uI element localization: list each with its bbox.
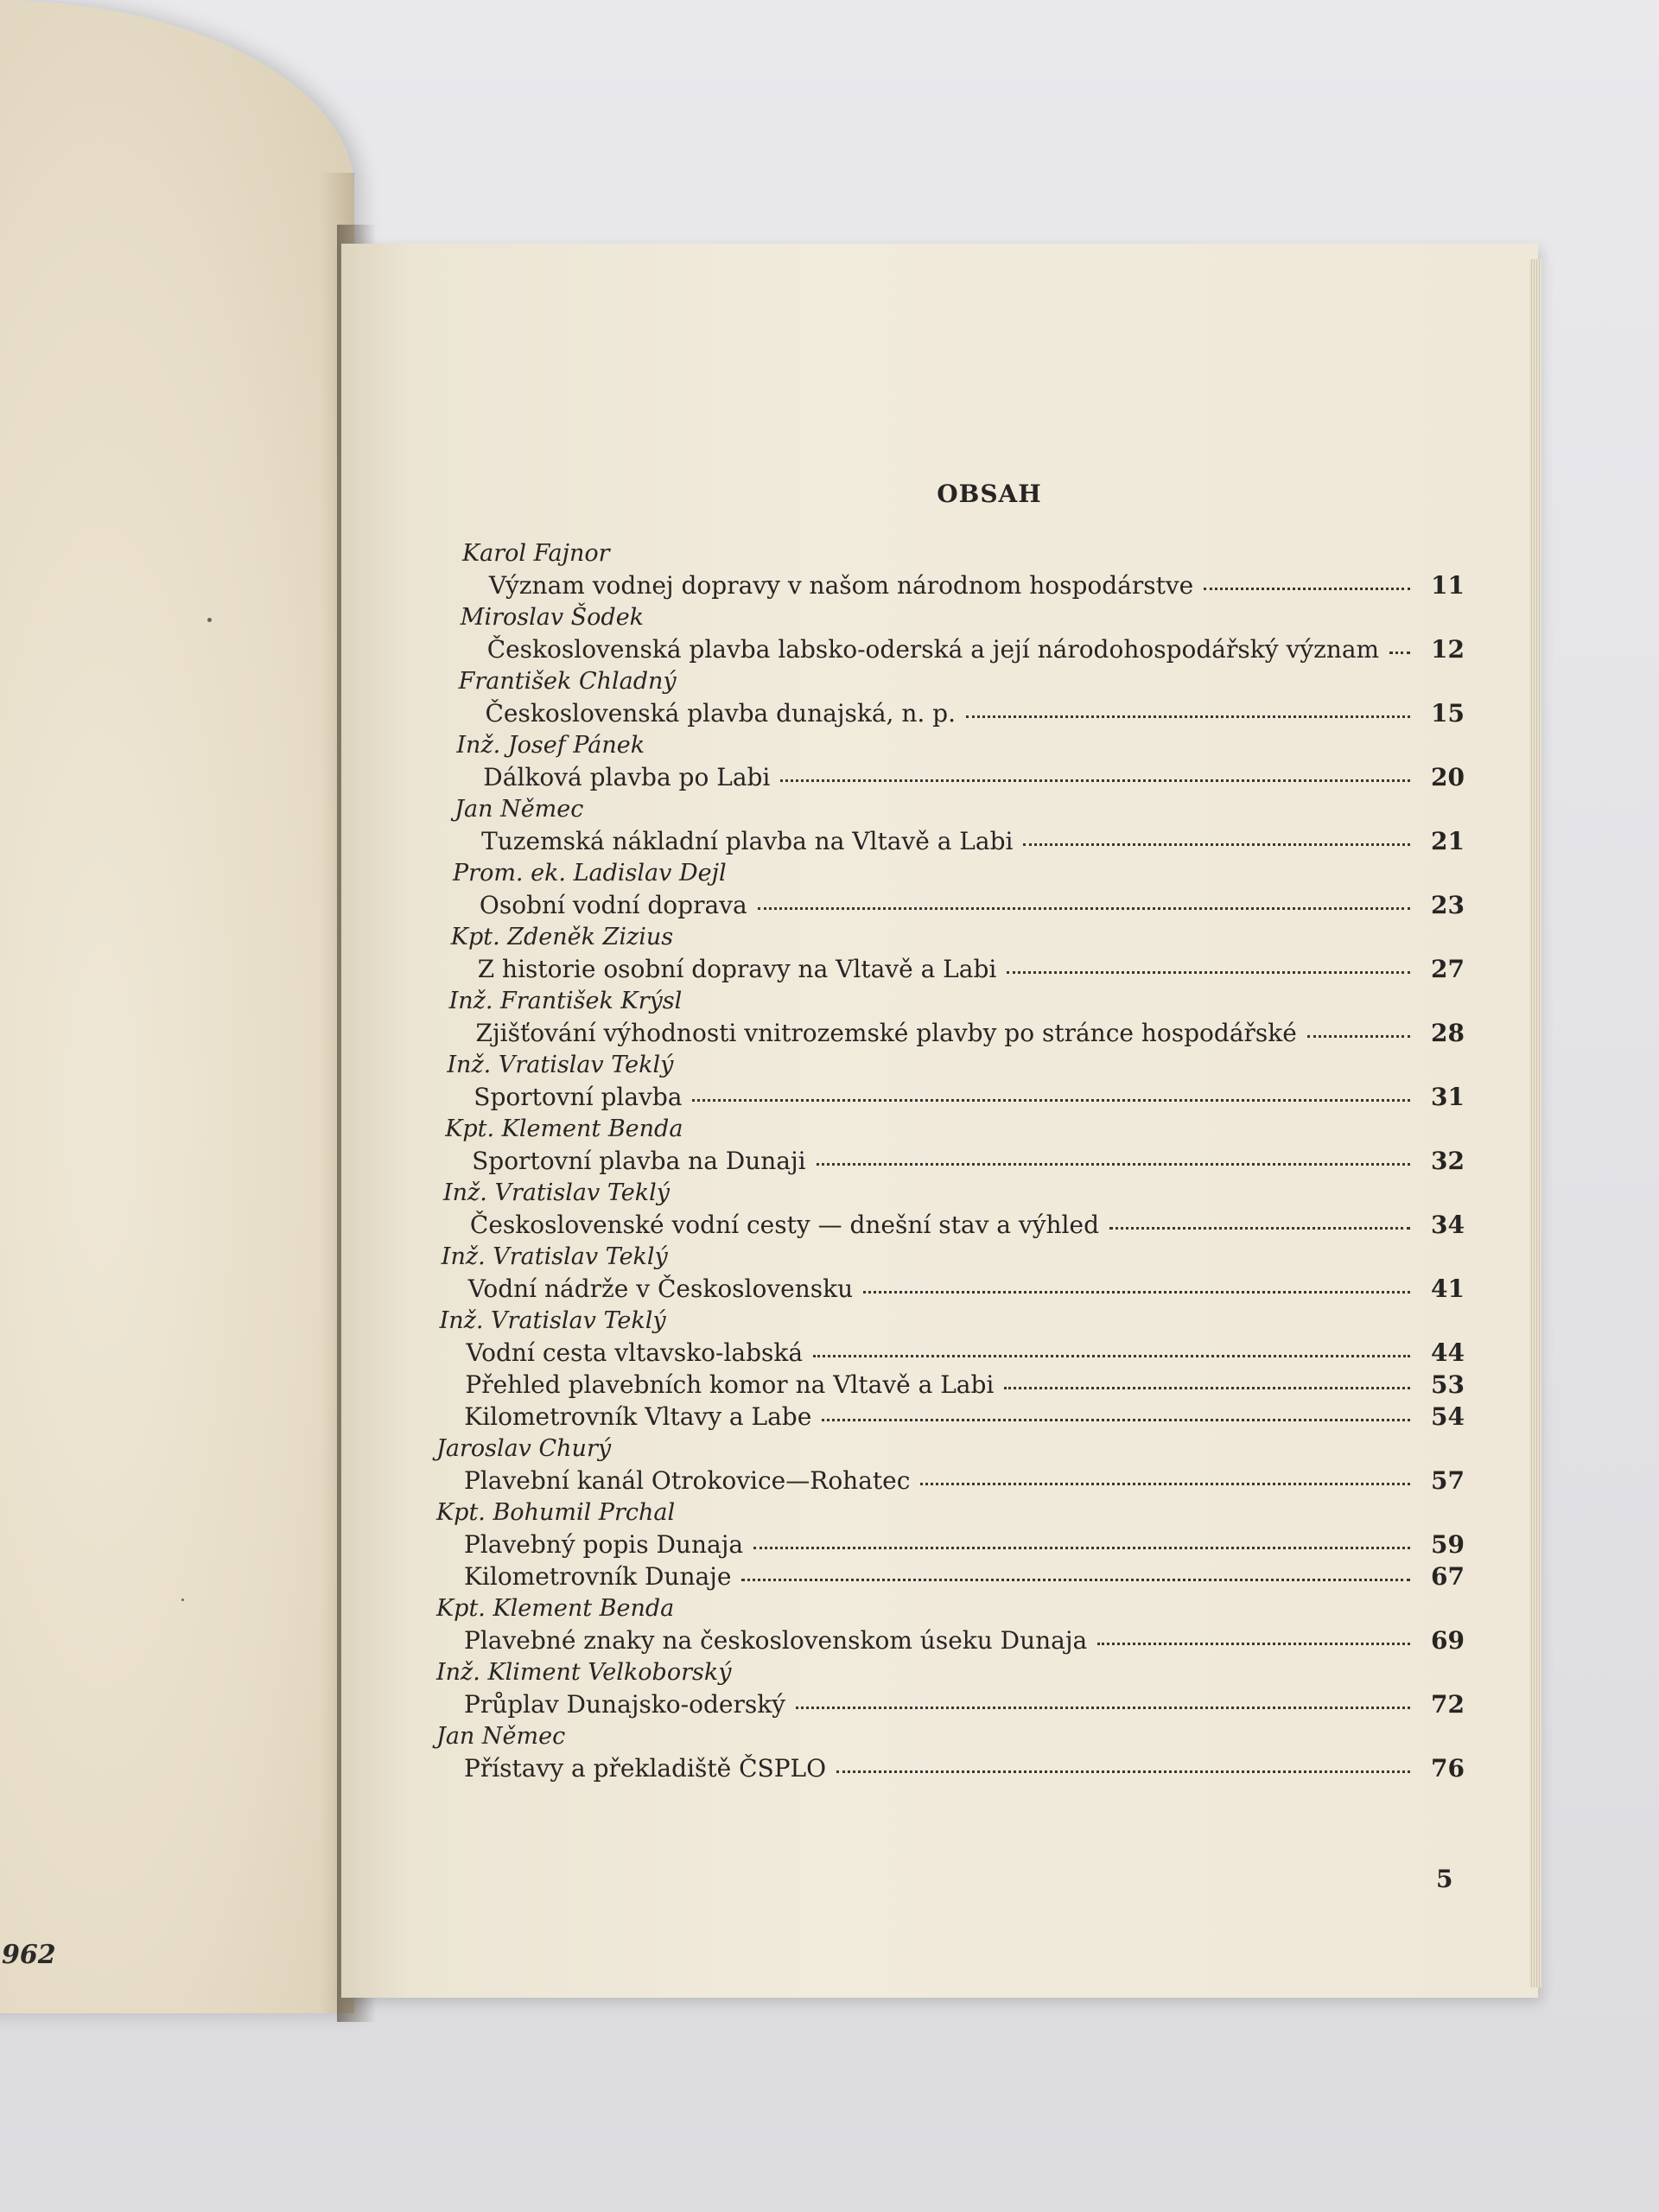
leader-dots xyxy=(1307,1035,1410,1038)
leader-dots xyxy=(692,1099,1410,1102)
toc-entry-page: 12 xyxy=(1431,635,1465,664)
toc-entry-title: Z historie osobní dopravy na Vltavě a Labi xyxy=(477,955,997,983)
toc-entry-page: 31 xyxy=(1431,1083,1465,1111)
paper-speck xyxy=(181,1599,184,1601)
toc-entry-title: Vodní cesta vltavsko-labská xyxy=(466,1338,804,1367)
toc-entry-title: Zjišťování výhodnosti vnitrozemské plavby po stránce hospodářské xyxy=(475,1019,1297,1047)
toc-entry-page: 53 xyxy=(1431,1370,1465,1399)
toc-entry xyxy=(436,1529,1465,1560)
toc-entry xyxy=(436,825,1465,857)
toc-entry-page: 59 xyxy=(1431,1530,1465,1559)
leader-dots xyxy=(920,1483,1410,1485)
toc-author: Inž. František Krýsl xyxy=(448,988,683,1014)
leader-dots xyxy=(813,1355,1410,1357)
toc-entry-title: Průplav Dunajsko-oderský xyxy=(464,1690,785,1719)
toc-author: Inž. Vratislav Teklý xyxy=(441,1243,668,1270)
left-page-number: 962 xyxy=(2,1940,56,1970)
leader-dots xyxy=(758,907,1410,910)
leader-dots xyxy=(1109,1227,1410,1230)
toc-entry-title: Plavebné znaky na československom úseku Dunaja xyxy=(464,1626,1088,1655)
paper-speck xyxy=(207,618,212,622)
toc-entry-page: 23 xyxy=(1431,891,1465,919)
toc-entry xyxy=(436,1145,1465,1177)
toc-entry-title: Československé vodní cesty — dnešní stav a výhled xyxy=(469,1211,1099,1239)
toc-entry-title: Osobní vodní doprava xyxy=(479,891,747,919)
leader-dots xyxy=(836,1770,1410,1773)
toc-entry-title: Kilometrovník Vltavy a Labe xyxy=(464,1402,812,1431)
toc-author: Inž. Vratislav Teklý xyxy=(439,1307,666,1334)
toc-entry xyxy=(436,889,1465,921)
toc-entry xyxy=(436,1209,1465,1241)
leader-dots xyxy=(780,779,1410,782)
toc-entry xyxy=(436,697,1465,729)
toc-entry-page: 34 xyxy=(1431,1211,1465,1239)
toc-entry xyxy=(436,1752,1465,1784)
toc-entry xyxy=(436,1624,1465,1656)
toc-entry xyxy=(436,953,1465,985)
toc-author: Kpt. Bohumil Prchal xyxy=(436,1499,676,1526)
toc-entry-title: Plavebný popis Dunaja xyxy=(464,1530,744,1559)
toc-entry-page: 41 xyxy=(1431,1274,1465,1303)
toc-entry xyxy=(436,1017,1465,1049)
toc-author: Prom. ek. Ladislav Dejl xyxy=(453,860,727,887)
toc-entry-page: 44 xyxy=(1431,1338,1465,1367)
toc-entry xyxy=(436,1337,1465,1369)
toc-entry-title: Význam vodnej dopravy v našom národnom hospodárstve xyxy=(488,571,1194,600)
toc-author: Karol Fajnor xyxy=(462,540,610,567)
toc-entry-page: 20 xyxy=(1431,763,1465,791)
toc-author: Kpt. Klement Benda xyxy=(445,1116,683,1142)
toc-entry xyxy=(436,569,1465,601)
left-page xyxy=(0,0,354,2013)
toc-entry xyxy=(436,1560,1465,1592)
leader-dots xyxy=(822,1419,1410,1421)
toc-list xyxy=(436,537,1465,1784)
page-edge xyxy=(1529,259,1541,1987)
toc-title: OBSAH xyxy=(937,480,1042,508)
toc-entry-title: Československá plavba dunajská, n. p. xyxy=(485,699,956,728)
leader-dots xyxy=(863,1291,1410,1294)
toc-author: Inž. Vratislav Teklý xyxy=(447,1052,674,1078)
toc-entry xyxy=(436,633,1465,665)
toc-entry xyxy=(436,1688,1465,1720)
toc-entry-page: 57 xyxy=(1431,1466,1465,1495)
leader-dots xyxy=(1097,1643,1410,1645)
toc-entry xyxy=(436,1465,1465,1497)
toc-entry-page: 32 xyxy=(1431,1147,1465,1175)
toc-entry xyxy=(436,1081,1465,1113)
toc-entry xyxy=(436,1401,1465,1433)
page-number: 5 xyxy=(1436,1865,1453,1893)
toc-entry-title: Vodní nádrže v Československu xyxy=(467,1274,854,1303)
toc-entry-page: 72 xyxy=(1431,1690,1465,1719)
toc-entry xyxy=(436,761,1465,793)
toc-entry-title: Přehled plavebních komor na Vltavě a Labi xyxy=(465,1370,995,1399)
toc-author: Inž. Vratislav Teklý xyxy=(443,1179,670,1206)
toc-entry-page: 27 xyxy=(1431,955,1465,983)
toc-entry-title: Sportovní plavba xyxy=(474,1083,683,1111)
leader-dots xyxy=(1023,843,1410,846)
toc-author: František Chladný xyxy=(458,668,677,695)
leader-dots xyxy=(796,1707,1410,1709)
toc-author: Kpt. Klement Benda xyxy=(436,1595,675,1622)
leader-dots xyxy=(966,715,1410,718)
toc-entry-page: 28 xyxy=(1431,1019,1465,1047)
toc-entry xyxy=(436,1369,1465,1401)
toc-author: Jan Němec xyxy=(436,1723,566,1750)
toc-entry-page: 15 xyxy=(1431,699,1465,728)
toc-entry-title: Československá plavba labsko-oderská a její národohospodářský význam xyxy=(486,635,1380,664)
toc-author: Kpt. Zdeněk Zizius xyxy=(450,924,674,950)
toc-entry-title: Přístavy a překladiště ČSPLO xyxy=(464,1754,827,1783)
toc-author: Inž. Kliment Velkoborský xyxy=(436,1659,732,1686)
toc-entry-title: Plavební kanál Otrokovice—Rohatec xyxy=(464,1466,911,1495)
toc-entry-page: 69 xyxy=(1431,1626,1465,1655)
leader-dots xyxy=(1004,1387,1410,1389)
leader-dots xyxy=(753,1547,1410,1549)
toc-entry-page: 67 xyxy=(1431,1562,1465,1591)
toc-entry-title: Dálková plavba po Labi xyxy=(483,763,771,791)
leader-dots xyxy=(1204,588,1410,590)
table-of-contents xyxy=(436,480,1465,1784)
toc-author: Jaroslav Churý xyxy=(436,1435,612,1462)
toc-entry-page: 11 xyxy=(1431,571,1465,600)
toc-author: Miroslav Šodek xyxy=(460,604,645,631)
toc-entry-page: 76 xyxy=(1431,1754,1465,1783)
toc-entry xyxy=(436,1273,1465,1305)
leader-dots xyxy=(741,1579,1410,1581)
toc-entry-title: Kilometrovník Dunaje xyxy=(464,1562,732,1591)
toc-entry-page: 54 xyxy=(1431,1402,1465,1431)
toc-entry-page: 21 xyxy=(1431,827,1465,855)
toc-author: Inž. Josef Pánek xyxy=(456,732,645,759)
leader-dots xyxy=(817,1163,1410,1166)
toc-entry-title: Sportovní plavba na Dunaji xyxy=(472,1147,806,1175)
toc-entry-title: Tuzemská nákladní plavba na Vltavě a Labi xyxy=(481,827,1014,855)
toc-author: Jan Němec xyxy=(454,796,584,823)
leader-dots xyxy=(1389,652,1410,654)
leader-dots xyxy=(1007,971,1410,974)
